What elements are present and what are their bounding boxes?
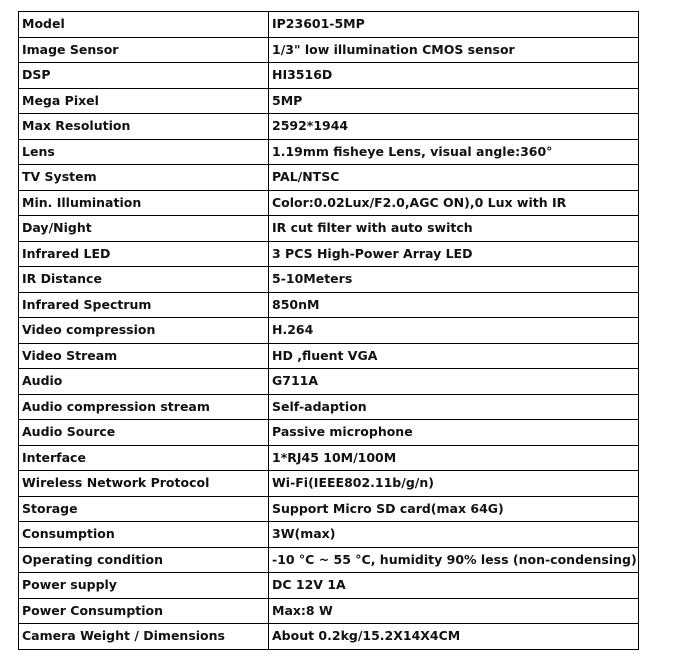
spec-value: 1.19mm fisheye Lens, visual angle:360° (269, 139, 639, 165)
spec-value: PAL/NTSC (269, 165, 639, 191)
spec-label: Model (19, 12, 269, 38)
spec-label: Audio (19, 369, 269, 395)
spec-label: Interface (19, 445, 269, 471)
spec-label: Video Stream (19, 343, 269, 369)
table-row (19, 420, 639, 446)
spec-label: Infrared Spectrum (19, 292, 269, 318)
table-row (19, 598, 639, 624)
table-row (19, 547, 639, 573)
spec-value: HD ,fluent VGA (269, 343, 639, 369)
table-row (19, 139, 639, 165)
spec-label: Audio compression stream (19, 394, 269, 420)
spec-label: Infrared LED (19, 241, 269, 267)
spec-value: Color:0.02Lux/F2.0,AGC ON),0 Lux with IR (269, 190, 639, 216)
table-row (19, 445, 639, 471)
spec-value: 5MP (269, 88, 639, 114)
table-row (19, 241, 639, 267)
spec-label: DSP (19, 63, 269, 89)
spec-value: 1*RJ45 10M/100M (269, 445, 639, 471)
spec-label: Consumption (19, 522, 269, 548)
table-row (19, 394, 639, 420)
spec-value: Passive microphone (269, 420, 639, 446)
table-row (19, 63, 639, 89)
spec-value: HI3516D (269, 63, 639, 89)
spec-value: 850nM (269, 292, 639, 318)
spec-label: Wireless Network Protocol (19, 471, 269, 497)
table-row (19, 292, 639, 318)
table-row (19, 165, 639, 191)
table-row (19, 624, 639, 650)
spec-label: Image Sensor (19, 37, 269, 63)
table-row (19, 496, 639, 522)
spec-value: -10 °C ~ 55 °C, humidity 90% less (non-condensing) (269, 547, 639, 573)
spec-value: Self-adaption (269, 394, 639, 420)
table-row (19, 12, 639, 38)
spec-label: Storage (19, 496, 269, 522)
table-row (19, 573, 639, 599)
table-row (19, 190, 639, 216)
spec-label: IR Distance (19, 267, 269, 293)
spec-value: 2592*1944 (269, 114, 639, 140)
spec-value: Max:8 W (269, 598, 639, 624)
spec-label: Power Consumption (19, 598, 269, 624)
spec-value: IP23601-5MP (269, 12, 639, 38)
table-row (19, 343, 639, 369)
spec-value: H.264 (269, 318, 639, 344)
spec-value: Wi-Fi(IEEE802.11b/g/n) (269, 471, 639, 497)
table-row (19, 37, 639, 63)
spec-label: Day/Night (19, 216, 269, 242)
table-row (19, 114, 639, 140)
table-row (19, 471, 639, 497)
spec-label: Min. Illumination (19, 190, 269, 216)
spec-label: Operating condition (19, 547, 269, 573)
table-row (19, 318, 639, 344)
spec-label: Power supply (19, 573, 269, 599)
spec-value: About 0.2kg/15.2X14X4CM (269, 624, 639, 650)
table-row (19, 369, 639, 395)
spec-label: Camera Weight / Dimensions (19, 624, 269, 650)
spec-value: Support Micro SD card(max 64G) (269, 496, 639, 522)
table-row (19, 267, 639, 293)
spec-value: 3 PCS High-Power Array LED (269, 241, 639, 267)
spec-label: Mega Pixel (19, 88, 269, 114)
spec-value: IR cut filter with auto switch (269, 216, 639, 242)
spec-label: Audio Source (19, 420, 269, 446)
table-row (19, 216, 639, 242)
spec-label: Lens (19, 139, 269, 165)
spec-value: 3W(max) (269, 522, 639, 548)
spec-label: Video compression (19, 318, 269, 344)
table-row (19, 522, 639, 548)
spec-value: 1/3" low illumination CMOS sensor (269, 37, 639, 63)
spec-label: TV System (19, 165, 269, 191)
spec-label: Max Resolution (19, 114, 269, 140)
spec-table-body (19, 12, 639, 650)
spec-table (18, 11, 639, 650)
spec-value: 5-10Meters (269, 267, 639, 293)
table-row (19, 88, 639, 114)
spec-value: DC 12V 1A (269, 573, 639, 599)
spec-value: G711A (269, 369, 639, 395)
